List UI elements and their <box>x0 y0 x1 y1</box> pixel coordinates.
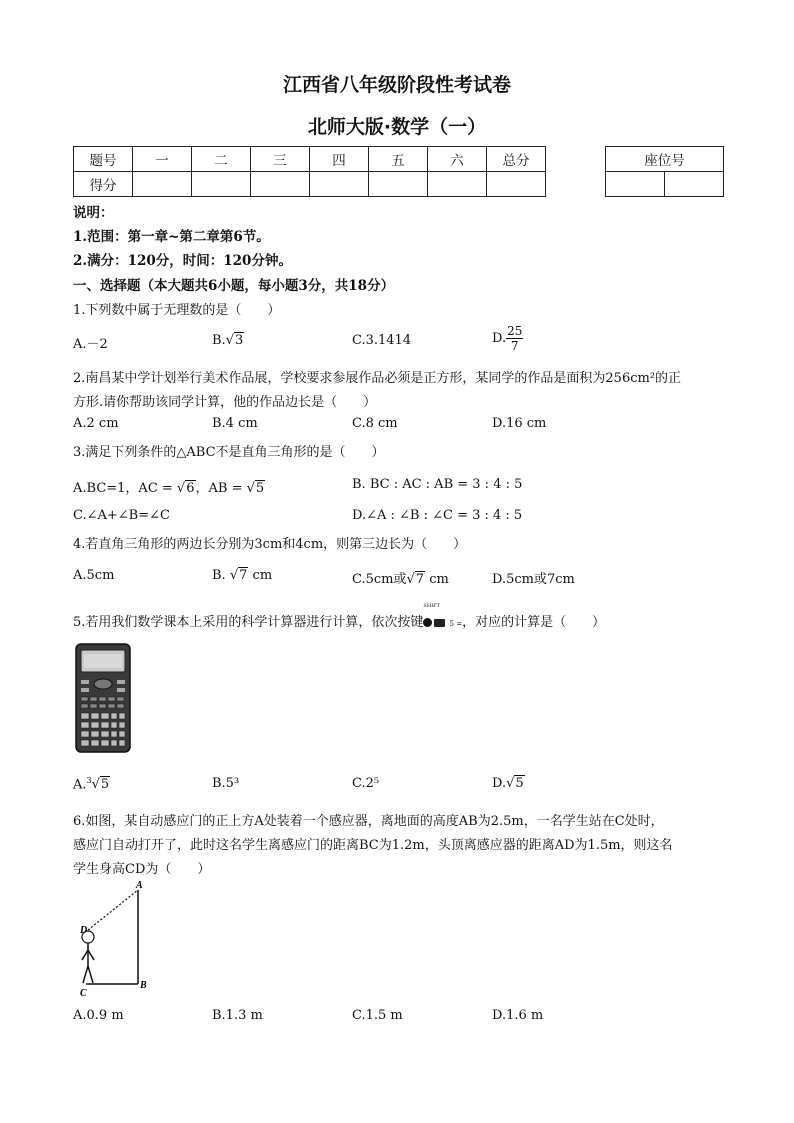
option-c[interactable]: C.1.5 m <box>352 1008 403 1023</box>
sqrt-symbol: √5 <box>91 777 110 793</box>
sqrt-symbol: √5 <box>246 481 265 496</box>
option-a[interactable]: A.－2 <box>73 337 108 352</box>
option-c[interactable]: C.∠A+∠B=∠C <box>73 508 170 523</box>
sightline-da <box>88 890 138 930</box>
radicand: 3 <box>234 333 244 348</box>
stem-text: 5.若用我们数学课本上采用的科学计算器进行计算，依次按键 <box>73 615 424 630</box>
student-body-icon <box>82 943 94 983</box>
option-d[interactable]: D.16 cm <box>492 416 547 431</box>
shift-key-icon <box>423 618 432 627</box>
option-text: ，AB = <box>195 481 247 496</box>
option-a[interactable]: A.2 cm <box>73 416 119 431</box>
option-label: D. <box>492 776 507 791</box>
option-d[interactable] <box>492 776 525 791</box>
option-d[interactable]: D.∠A : ∠B : ∠C = 3 : 4 : 5 <box>352 508 523 523</box>
key-tail: 5 = <box>449 620 463 628</box>
fraction <box>506 324 523 353</box>
score-row-label: 得分 <box>74 172 133 197</box>
sqrt-symbol: √5 <box>506 776 524 791</box>
score-header-cell: 二 <box>192 147 251 172</box>
root-index: 3 <box>86 776 92 785</box>
score-input-cell[interactable] <box>369 172 428 197</box>
calculator-figure <box>74 642 132 754</box>
unit: cm <box>429 572 449 587</box>
score-header-cell: 六 <box>428 147 487 172</box>
sqrt-symbol: √7 <box>406 572 425 587</box>
option-text: A.BC=1，AC = <box>73 481 177 496</box>
score-header-cell: 总分 <box>487 147 546 172</box>
denominator: 7 <box>510 339 519 353</box>
radicand: 5 <box>515 776 524 791</box>
numerator: 25 <box>507 324 523 338</box>
question-stem: 3.满足下列条件的△ABC不是直角三角形的是（ ） <box>73 445 385 460</box>
radicand: 5 <box>255 481 265 496</box>
seat-input-cell[interactable] <box>606 172 665 197</box>
score-header-cell: 题号 <box>74 147 133 172</box>
question-stem: 感应门自动打开了，此时这名学生离感应门的距离BC为1.2m，头顶离感应器的距离AD为1.5m，则这名 <box>73 838 673 853</box>
score-input-cell[interactable] <box>310 172 369 197</box>
option-label: B. <box>212 568 226 583</box>
option-label: D. <box>492 331 507 346</box>
sqrt-symbol: √6 <box>176 481 195 496</box>
unit: cm <box>252 568 273 583</box>
point-label-c: C <box>80 988 87 999</box>
option-c[interactable]: C.8 cm <box>352 416 398 431</box>
question-stem: 4.若直角三角形的两边长分别为3cm和4cm，则第三边长为（ ） <box>73 537 467 552</box>
point-label-b: B <box>140 980 147 991</box>
exam-subtitle: 北师大版·数学（一） <box>307 116 487 138</box>
key-sequence <box>423 603 463 630</box>
notes-item: 1.范围：第一章~第二章第6节。 <box>73 229 270 245</box>
score-header-cell: 三 <box>251 147 310 172</box>
section-title: 一、选择题（本大题共6小题，每小题3分，共18分） <box>73 278 395 294</box>
score-header-cell: 四 <box>310 147 369 172</box>
option-d[interactable] <box>492 324 523 353</box>
radicand: 7 <box>415 572 425 587</box>
option-a[interactable] <box>73 776 110 792</box>
exam-title: 江西省八年级阶段性考试卷 <box>282 74 511 96</box>
door-sensor-figure <box>72 878 162 1002</box>
option-d[interactable]: D.5cm或7cm <box>492 572 575 587</box>
shift-label: SHIFT <box>423 603 440 609</box>
option-a[interactable]: A.5cm <box>73 568 115 583</box>
score-input-cell[interactable] <box>428 172 487 197</box>
point-label-a: A <box>136 880 143 891</box>
point-label-d: D <box>80 925 88 936</box>
sqrt-symbol: √3 <box>225 333 244 348</box>
score-header-cell: 五 <box>369 147 428 172</box>
option-c[interactable]: C.2⁵ <box>352 776 380 791</box>
seat-table <box>605 146 724 197</box>
score-input-cell[interactable] <box>251 172 310 197</box>
option-label: A. <box>73 777 87 793</box>
radicand: 5 <box>100 777 110 793</box>
option-b[interactable]: B. BC : AC : AB = 3 : 4 : 5 <box>352 477 523 492</box>
option-a[interactable] <box>73 477 265 496</box>
score-input-cell[interactable] <box>487 172 546 197</box>
option-b[interactable]: B.5³ <box>212 776 240 791</box>
seat-input-cell[interactable] <box>665 172 724 197</box>
question-stem: 6.如图，某自动感应门的正上方A处装着一个感应器，离地面的高度AB为2.5m，一名学生站在C处时， <box>73 814 664 829</box>
question-stem: 方形.请你帮助该同学计算，他的作品边长是（ ） <box>73 395 377 410</box>
question-stem: 1.下列数中属于无理数的是（ ） <box>73 303 281 318</box>
score-input-cell[interactable] <box>133 172 192 197</box>
option-b[interactable]: B.1.3 m <box>212 1008 263 1023</box>
radicand: 6 <box>186 481 195 496</box>
score-header-cell: 一 <box>133 147 192 172</box>
option-d[interactable]: D.1.6 m <box>492 1008 544 1023</box>
notes-heading: 说明： <box>73 205 114 221</box>
notes-item: 2.满分：120分，时间：120分钟。 <box>73 253 292 269</box>
option-label: B. <box>212 333 226 348</box>
question-stem: 2.南昌某中学计划举行美术作品展，学校要求参展作品必须是正方形，某同学的作品是面积为256cm²的正 <box>73 371 682 386</box>
stem-text: ，对应的计算是（ ） <box>462 615 606 630</box>
score-input-cell[interactable] <box>192 172 251 197</box>
option-c[interactable] <box>352 568 449 587</box>
root-key-icon <box>434 619 445 627</box>
score-table <box>73 146 546 197</box>
option-b[interactable] <box>212 568 272 583</box>
seat-label: 座位号 <box>606 147 724 172</box>
option-b[interactable]: B.4 cm <box>212 416 258 431</box>
option-a[interactable]: A.0.9 m <box>73 1008 124 1023</box>
sqrt-symbol: √7 <box>229 568 248 583</box>
option-text: C.5cm或 <box>352 572 407 587</box>
option-b[interactable] <box>212 333 244 348</box>
question-stem: 学生身高CD为（ ） <box>73 862 211 877</box>
option-c[interactable]: C.3.1414 <box>352 333 412 348</box>
question-stem <box>73 603 606 630</box>
radicand: 7 <box>239 568 248 583</box>
